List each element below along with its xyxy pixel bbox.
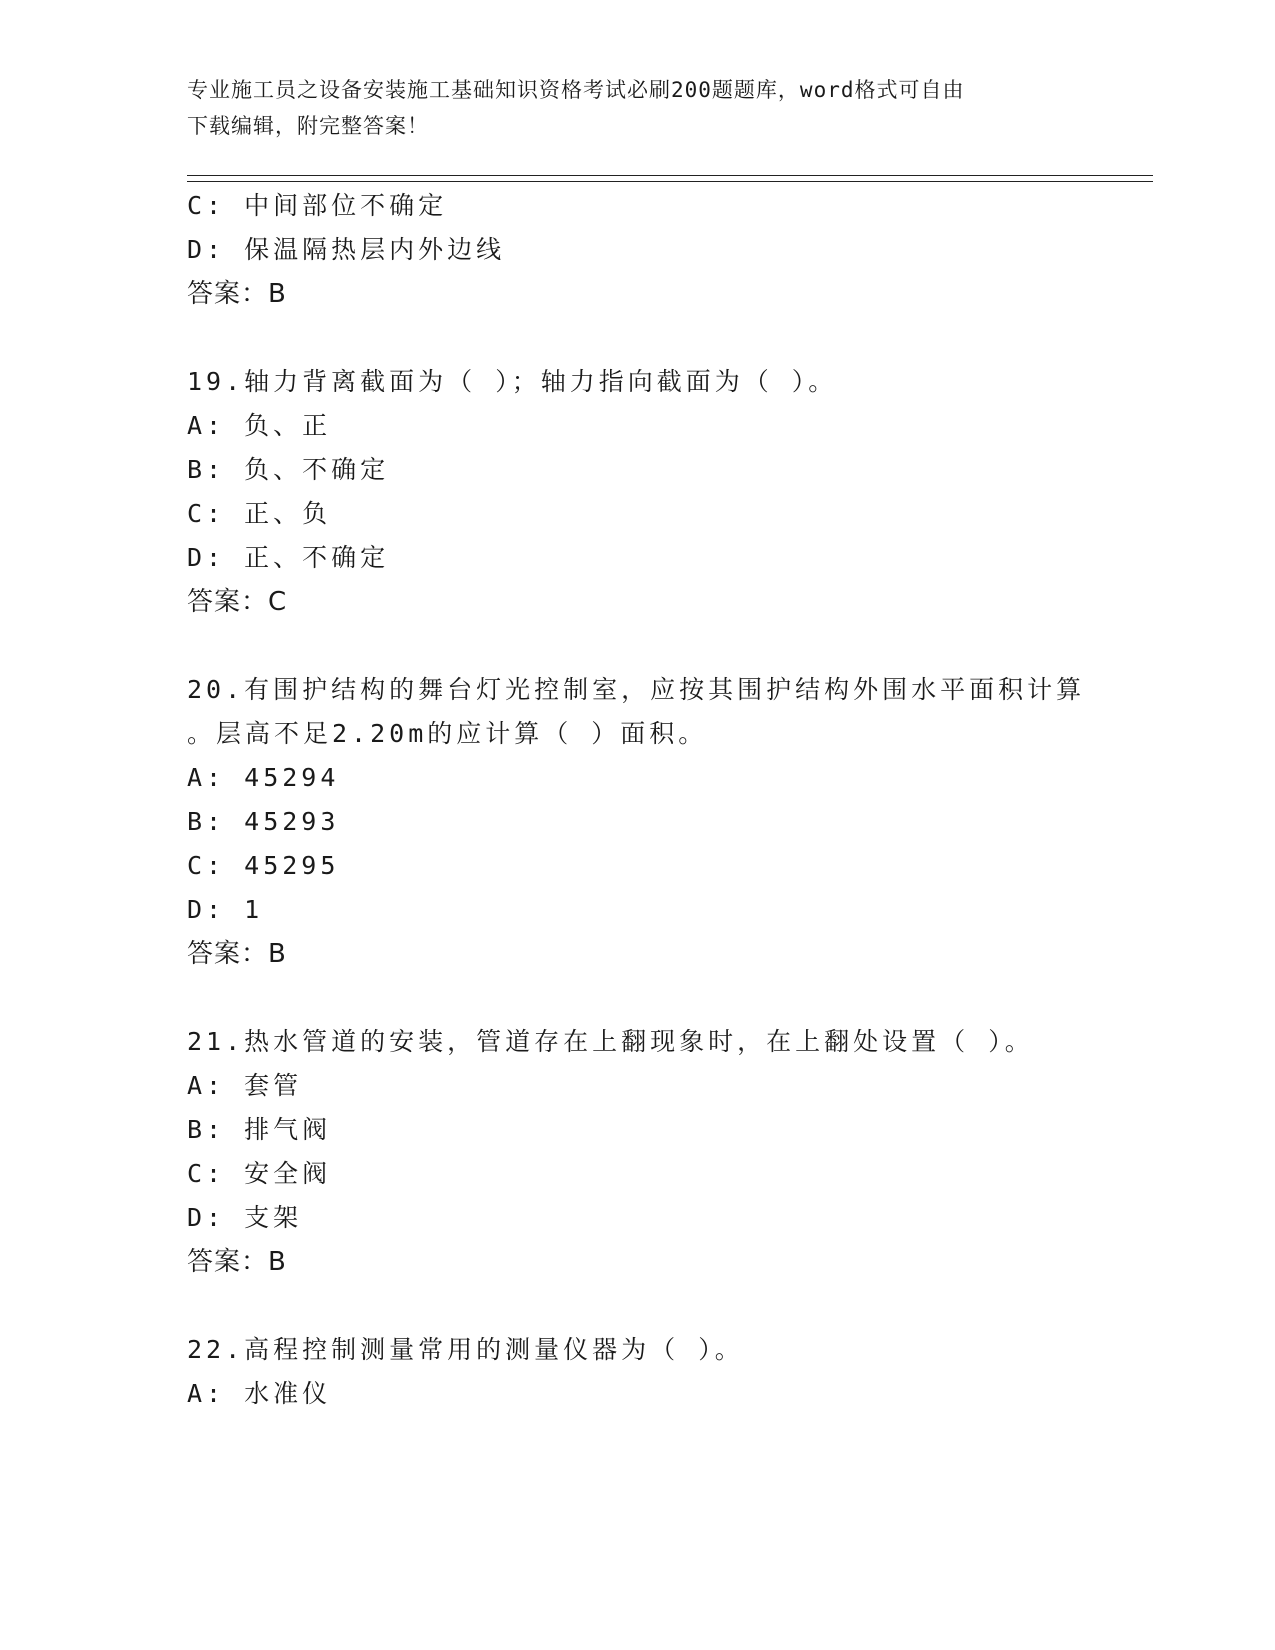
q21-option-c: C: 安全阀	[187, 1159, 332, 1188]
q21-answer: 答案：B	[187, 1247, 287, 1277]
header-title-line-2: 下载编辑，附完整答案！	[187, 114, 429, 138]
q20-stem-line-2: 。层高不足2.20m的应计算（ ）面积。	[187, 719, 708, 748]
q20-answer: 答案：B	[187, 939, 287, 969]
q21-option-a: A: 套管	[187, 1071, 303, 1100]
q20-option-b: B: 45293	[187, 807, 340, 836]
q19-option-c: C: 正、负	[187, 499, 332, 528]
q22-stem: 22.高程控制测量常用的测量仪器为（ ）。	[187, 1335, 744, 1364]
q21-option-d: D: 支架	[187, 1203, 303, 1232]
q19-stem: 19.轴力背离截面为（ ）；轴力指向截面为（ ）。	[187, 367, 838, 396]
q19-option-d: D: 正、不确定	[187, 543, 390, 572]
q19-answer: 答案：C	[187, 587, 288, 617]
q22-option-a: A: 水准仪	[187, 1379, 332, 1408]
prev-option-c: C: 中间部位不确定	[187, 191, 448, 220]
q21-option-b: B: 排气阀	[187, 1115, 332, 1144]
q19-option-a: A: 负、正	[187, 411, 332, 440]
q20-stem-line-1: 20.有围护结构的舞台灯光控制室，应按其围护结构外围水平面积计算	[187, 675, 1086, 704]
header-divider-top	[187, 175, 1153, 176]
q20-option-d: D: 1	[187, 895, 264, 924]
q20-option-c: C: 45295	[187, 851, 340, 880]
prev-answer: 答案：B	[187, 279, 287, 309]
prev-option-d: D: 保温隔热层内外边线	[187, 235, 506, 264]
document-header	[187, 72, 1087, 144]
header-divider-bottom	[187, 181, 1153, 182]
q19-option-b: B: 负、不确定	[187, 455, 390, 484]
q21-stem: 21.热水管道的安装，管道存在上翻现象时，在上翻处设置（ ）。	[187, 1027, 1034, 1056]
q20-option-a: A: 45294	[187, 763, 340, 792]
header-title-line-1: 专业施工员之设备安装施工基础知识资格考试必刷200题题库，word格式可自由	[187, 78, 965, 102]
